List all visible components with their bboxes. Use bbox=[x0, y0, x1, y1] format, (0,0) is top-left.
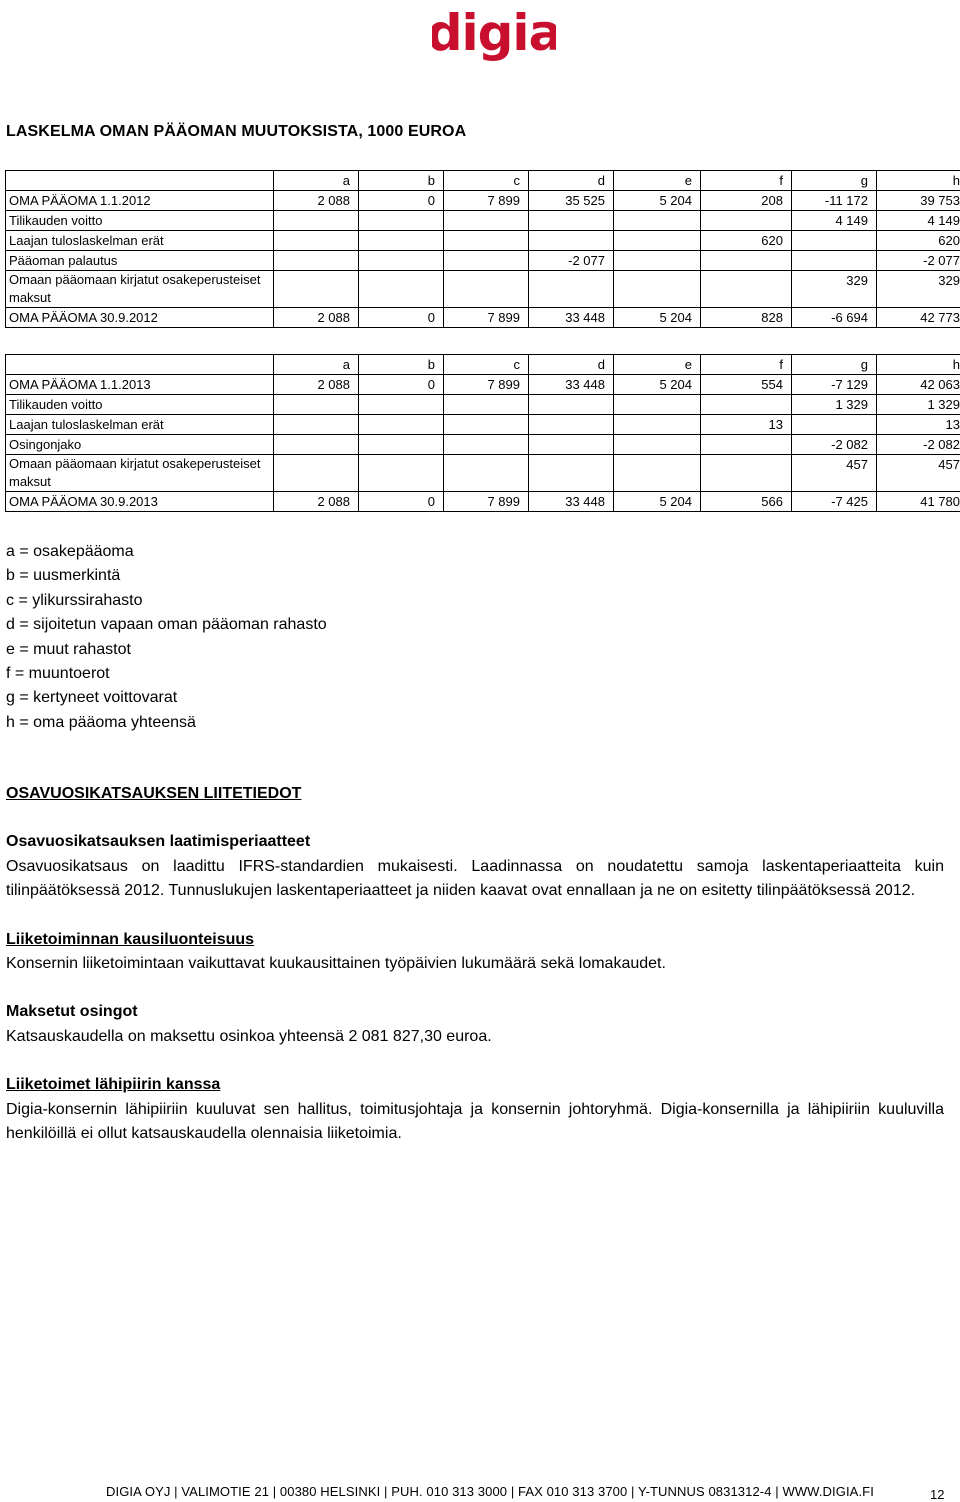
row-label: Laajan tuloslaskelman erät bbox=[6, 415, 274, 435]
value-cell: 33 448 bbox=[529, 308, 614, 328]
value-cell bbox=[444, 435, 529, 455]
value-cell bbox=[529, 211, 614, 231]
table-header-row bbox=[6, 171, 960, 191]
value-cell bbox=[529, 455, 614, 492]
section-text: Katsauskaudella on maksettu osinkoa yhteensä 2 081 827,30 euroa. bbox=[6, 1025, 944, 1049]
value-cell bbox=[792, 415, 877, 435]
section-title: Liiketoimet lähipiirin kanssa bbox=[6, 1073, 944, 1097]
digia-logo-mark bbox=[432, 4, 556, 66]
row-label: Omaan pääomaan kirjatut osakeperusteiset maksut bbox=[6, 455, 274, 492]
value-cell: -11 172 bbox=[792, 191, 877, 211]
header-cell-f: f bbox=[701, 355, 792, 375]
header-cell-b: b bbox=[359, 355, 444, 375]
value-cell: 5 204 bbox=[614, 191, 701, 211]
section-text: Konsernin liiketoimintaan vaikuttavat kuukausittainen työpäivien lukumäärä sekä lomakaudet. bbox=[6, 952, 944, 976]
row-label: Osingonjako bbox=[6, 435, 274, 455]
value-cell: 13 bbox=[701, 415, 792, 435]
equity-table-2013 bbox=[5, 354, 960, 512]
legend-item: h = oma pääoma yhteensä bbox=[6, 711, 327, 735]
value-cell: 2 088 bbox=[274, 492, 359, 512]
value-cell bbox=[274, 211, 359, 231]
value-cell bbox=[614, 231, 701, 251]
value-cell bbox=[359, 415, 444, 435]
header-cell-h: h bbox=[877, 355, 960, 375]
value-cell bbox=[529, 271, 614, 308]
row-label: Omaan pääomaan kirjatut osakeperusteiset maksut bbox=[6, 271, 274, 308]
value-cell: 554 bbox=[701, 375, 792, 395]
value-cell: 0 bbox=[359, 492, 444, 512]
notes-dividends bbox=[6, 1000, 944, 1049]
value-cell: 457 bbox=[877, 455, 960, 492]
notes-accounting-principles bbox=[6, 830, 944, 903]
row-label: OMA PÄÄOMA 30.9.2013 bbox=[6, 492, 274, 512]
notes-seasonality bbox=[6, 928, 944, 977]
value-cell bbox=[274, 415, 359, 435]
legend-item: f = muuntoerot bbox=[6, 662, 327, 686]
value-cell: 7 899 bbox=[444, 375, 529, 395]
digia-logo bbox=[432, 4, 556, 66]
notes-related-parties bbox=[6, 1073, 944, 1146]
value-cell bbox=[359, 435, 444, 455]
value-cell: 7 899 bbox=[444, 492, 529, 512]
value-cell bbox=[529, 395, 614, 415]
table-row bbox=[6, 435, 960, 455]
legend-item: a = osakepääoma bbox=[6, 540, 327, 564]
value-cell bbox=[701, 455, 792, 492]
section-title: Osavuosikatsauksen laatimisperiaatteet bbox=[6, 830, 944, 854]
page-footer: DIGIA OYJ | VALIMOTIE 21 | 00380 HELSINKI | PUH. 010 313 3000 | FAX 010 313 3700 | Y-TUNNUS 0831312-4 | WWW.DIGIA.FI bbox=[106, 1484, 874, 1499]
value-cell bbox=[701, 211, 792, 231]
value-cell: 33 448 bbox=[529, 375, 614, 395]
header-cell-a: a bbox=[274, 171, 359, 191]
value-cell: 7 899 bbox=[444, 308, 529, 328]
value-cell: 0 bbox=[359, 375, 444, 395]
page-number: 12 bbox=[930, 1487, 944, 1502]
header-cell-blank bbox=[6, 171, 274, 191]
table-row bbox=[6, 308, 960, 328]
value-cell bbox=[529, 435, 614, 455]
table-header-row bbox=[6, 355, 960, 375]
value-cell bbox=[274, 271, 359, 308]
value-cell bbox=[274, 231, 359, 251]
value-cell: 0 bbox=[359, 308, 444, 328]
value-cell bbox=[274, 455, 359, 492]
value-cell bbox=[359, 231, 444, 251]
value-cell bbox=[614, 211, 701, 231]
value-cell bbox=[701, 251, 792, 271]
value-cell bbox=[359, 455, 444, 492]
value-cell: -2 082 bbox=[792, 435, 877, 455]
value-cell bbox=[444, 415, 529, 435]
value-cell bbox=[444, 395, 529, 415]
value-cell bbox=[444, 211, 529, 231]
table-row bbox=[6, 455, 960, 492]
value-cell: 620 bbox=[701, 231, 792, 251]
value-cell: -7 129 bbox=[792, 375, 877, 395]
table-row bbox=[6, 492, 960, 512]
column-legend bbox=[6, 540, 327, 735]
value-cell bbox=[359, 271, 444, 308]
value-cell bbox=[359, 395, 444, 415]
value-cell bbox=[529, 231, 614, 251]
value-cell: 4 149 bbox=[792, 211, 877, 231]
value-cell bbox=[274, 251, 359, 271]
logo-wordmark: digia bbox=[432, 4, 556, 62]
page-title: LASKELMA OMAN PÄÄOMAN MUUTOKSISTA, 1000 EUROA bbox=[6, 123, 466, 141]
value-cell: 329 bbox=[877, 271, 960, 308]
value-cell bbox=[614, 415, 701, 435]
value-cell: 457 bbox=[792, 455, 877, 492]
value-cell: 33 448 bbox=[529, 492, 614, 512]
value-cell bbox=[444, 231, 529, 251]
value-cell bbox=[614, 395, 701, 415]
section-text: Osavuosikatsaus on laadittu IFRS-standardien mukaisesti. Laadinnassa on noudatettu samoja laskentaperiaatteita kuin tilinpäätöksessä 2012. Tunnuslukujen laskentaperiaatteet ja niiden kaavat ovat ennallaan ja ne on esitetty tilinpäätöksessä 2012. bbox=[6, 855, 944, 904]
value-cell bbox=[792, 231, 877, 251]
header-cell-b: b bbox=[359, 171, 444, 191]
header-cell-f: f bbox=[701, 171, 792, 191]
value-cell bbox=[701, 271, 792, 308]
row-label: Tilikauden voitto bbox=[6, 211, 274, 231]
header-cell-g: g bbox=[792, 355, 877, 375]
value-cell: 35 525 bbox=[529, 191, 614, 211]
value-cell: -2 077 bbox=[877, 251, 960, 271]
header-cell-a: a bbox=[274, 355, 359, 375]
value-cell: -2 077 bbox=[529, 251, 614, 271]
value-cell bbox=[274, 395, 359, 415]
header-cell-d: d bbox=[529, 355, 614, 375]
table-row bbox=[6, 211, 960, 231]
header-cell-g: g bbox=[792, 171, 877, 191]
table-row bbox=[6, 395, 960, 415]
value-cell: 13 bbox=[877, 415, 960, 435]
value-cell bbox=[614, 251, 701, 271]
table-row bbox=[6, 251, 960, 271]
value-cell: -2 082 bbox=[877, 435, 960, 455]
value-cell: 42 063 bbox=[877, 375, 960, 395]
legend-item: d = sijoitetun vapaan oman pääoman rahasto bbox=[6, 613, 327, 637]
value-cell: 566 bbox=[701, 492, 792, 512]
value-cell: 1 329 bbox=[792, 395, 877, 415]
value-cell: 329 bbox=[792, 271, 877, 308]
legend-item: g = kertyneet voittovarat bbox=[6, 686, 327, 710]
value-cell bbox=[792, 251, 877, 271]
table-row bbox=[6, 191, 960, 211]
value-cell bbox=[614, 455, 701, 492]
value-cell bbox=[529, 415, 614, 435]
value-cell: 7 899 bbox=[444, 191, 529, 211]
value-cell bbox=[274, 435, 359, 455]
table-row bbox=[6, 415, 960, 435]
value-cell: 208 bbox=[701, 191, 792, 211]
value-cell bbox=[614, 271, 701, 308]
table-row bbox=[6, 271, 960, 308]
value-cell: -7 425 bbox=[792, 492, 877, 512]
header-cell-d: d bbox=[529, 171, 614, 191]
table-row bbox=[6, 375, 960, 395]
header-cell-e: e bbox=[614, 355, 701, 375]
row-label: Pääoman palautus bbox=[6, 251, 274, 271]
value-cell: 5 204 bbox=[614, 375, 701, 395]
value-cell: 2 088 bbox=[274, 375, 359, 395]
equity-table-2012 bbox=[5, 170, 960, 328]
header-cell-blank bbox=[6, 355, 274, 375]
value-cell: 0 bbox=[359, 191, 444, 211]
value-cell bbox=[701, 435, 792, 455]
section-text: Digia-konsernin lähipiiriin kuuluvat sen hallitus, toimitusjohtaja ja konsernin johtoryhmä. Digia-konsernilla ja lähipiiriin kuuluvilla henkilöillä ei ollut katsauskaudella olennaisia liiketoimia. bbox=[6, 1098, 944, 1147]
value-cell: 620 bbox=[877, 231, 960, 251]
notes-heading: OSAVUOSIKATSAUKSEN LIITETIEDOT bbox=[6, 782, 944, 806]
value-cell: 39 753 bbox=[877, 191, 960, 211]
header-cell-h: h bbox=[877, 171, 960, 191]
value-cell bbox=[444, 455, 529, 492]
value-cell: 4 149 bbox=[877, 211, 960, 231]
value-cell bbox=[701, 395, 792, 415]
legend-item: c = ylikurssirahasto bbox=[6, 589, 327, 613]
value-cell: 42 773 bbox=[877, 308, 960, 328]
row-label: OMA PÄÄOMA 1.1.2013 bbox=[6, 375, 274, 395]
value-cell: 41 780 bbox=[877, 492, 960, 512]
value-cell bbox=[359, 251, 444, 271]
row-label: Tilikauden voitto bbox=[6, 395, 274, 415]
notes-section bbox=[6, 782, 944, 1170]
section-title: Liiketoiminnan kausiluonteisuus bbox=[6, 928, 944, 952]
row-label: OMA PÄÄOMA 1.1.2012 bbox=[6, 191, 274, 211]
header-cell-c: c bbox=[444, 355, 529, 375]
value-cell: 2 088 bbox=[274, 191, 359, 211]
value-cell bbox=[359, 211, 444, 231]
legend-item: e = muut rahastot bbox=[6, 638, 327, 662]
header-cell-c: c bbox=[444, 171, 529, 191]
legend-item: b = uusmerkintä bbox=[6, 564, 327, 588]
value-cell: 2 088 bbox=[274, 308, 359, 328]
value-cell: 5 204 bbox=[614, 308, 701, 328]
table-row bbox=[6, 231, 960, 251]
row-label: OMA PÄÄOMA 30.9.2012 bbox=[6, 308, 274, 328]
value-cell: -6 694 bbox=[792, 308, 877, 328]
value-cell: 5 204 bbox=[614, 492, 701, 512]
row-label: Laajan tuloslaskelman erät bbox=[6, 231, 274, 251]
value-cell bbox=[614, 435, 701, 455]
section-title: Maksetut osingot bbox=[6, 1000, 944, 1024]
value-cell bbox=[444, 251, 529, 271]
value-cell bbox=[444, 271, 529, 308]
value-cell: 1 329 bbox=[877, 395, 960, 415]
value-cell: 828 bbox=[701, 308, 792, 328]
header-cell-e: e bbox=[614, 171, 701, 191]
